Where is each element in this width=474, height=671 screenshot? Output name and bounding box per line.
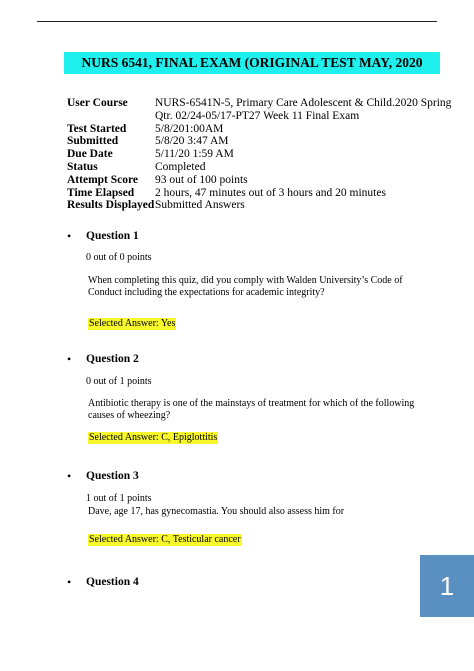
selected-answer: Selected Answer: Yes (89, 318, 176, 329)
selected-answer: Selected Answer: C, Testicular cancer (89, 534, 241, 545)
info-label: Submitted (67, 135, 119, 148)
info-label: Due Date (67, 148, 113, 161)
bullet-icon: • (67, 469, 72, 483)
info-value: 2 hours, 47 minutes out of 3 hours and 20 minutes (155, 186, 386, 199)
info-value: 5/8/201:00AM (155, 122, 224, 135)
question-text: Dave, age 17, has gynecomastia. You should also assess him for (88, 506, 345, 517)
info-label: Attempt Score (67, 173, 138, 186)
info-value: 5/8/20 3:47 AM (155, 135, 229, 148)
info-label: Status (67, 160, 98, 173)
info-value: Qtr. 02/24-05/17-PT27 Week 11 Final Exam (155, 109, 360, 122)
info-label: Time Elapsed (67, 186, 135, 199)
info-label: Test Started (67, 122, 127, 135)
question-heading: Question 4 (86, 576, 139, 588)
question-text: When completing this quiz, did you comply with Walden University’s Code of Conduct including the expectations for academic integrity? (88, 275, 403, 298)
info-value: 5/11/20 1:59 AM (155, 148, 234, 161)
question-points: 0 out of 1 points (86, 376, 152, 387)
question-heading: Question 3 (86, 470, 139, 482)
question-text: Antibiotic therapy is one of the mainstays of treatment for which of the following causes of wheezing? (88, 398, 415, 421)
question-heading: Question 2 (86, 353, 139, 365)
question-points: 1 out of 1 points (86, 493, 152, 504)
bullet-icon: • (67, 352, 72, 366)
info-value: 93 out of 100 points (155, 173, 248, 186)
selected-answer: Selected Answer: C, Epiglottitis (89, 432, 218, 443)
page-title: NURS 6541, FINAL EXAM (ORIGINAL TEST MAY, 2020 (81, 55, 423, 70)
question-points: 0 out of 0 points (86, 252, 152, 263)
info-label: User Course (67, 97, 128, 109)
top-rule (37, 21, 437, 22)
info-value: Completed (155, 160, 206, 173)
question-heading: Question 1 (86, 230, 139, 242)
info-value: Submitted Answers (155, 199, 245, 212)
page-number-badge: 1 (420, 555, 474, 617)
bullet-icon: • (67, 575, 72, 589)
info-label: Results Displayed (67, 199, 155, 212)
bullet-icon: • (67, 229, 72, 243)
info-value: NURS-6541N-5, Primary Care Adolescent & Child.2020 Spring (155, 97, 452, 109)
